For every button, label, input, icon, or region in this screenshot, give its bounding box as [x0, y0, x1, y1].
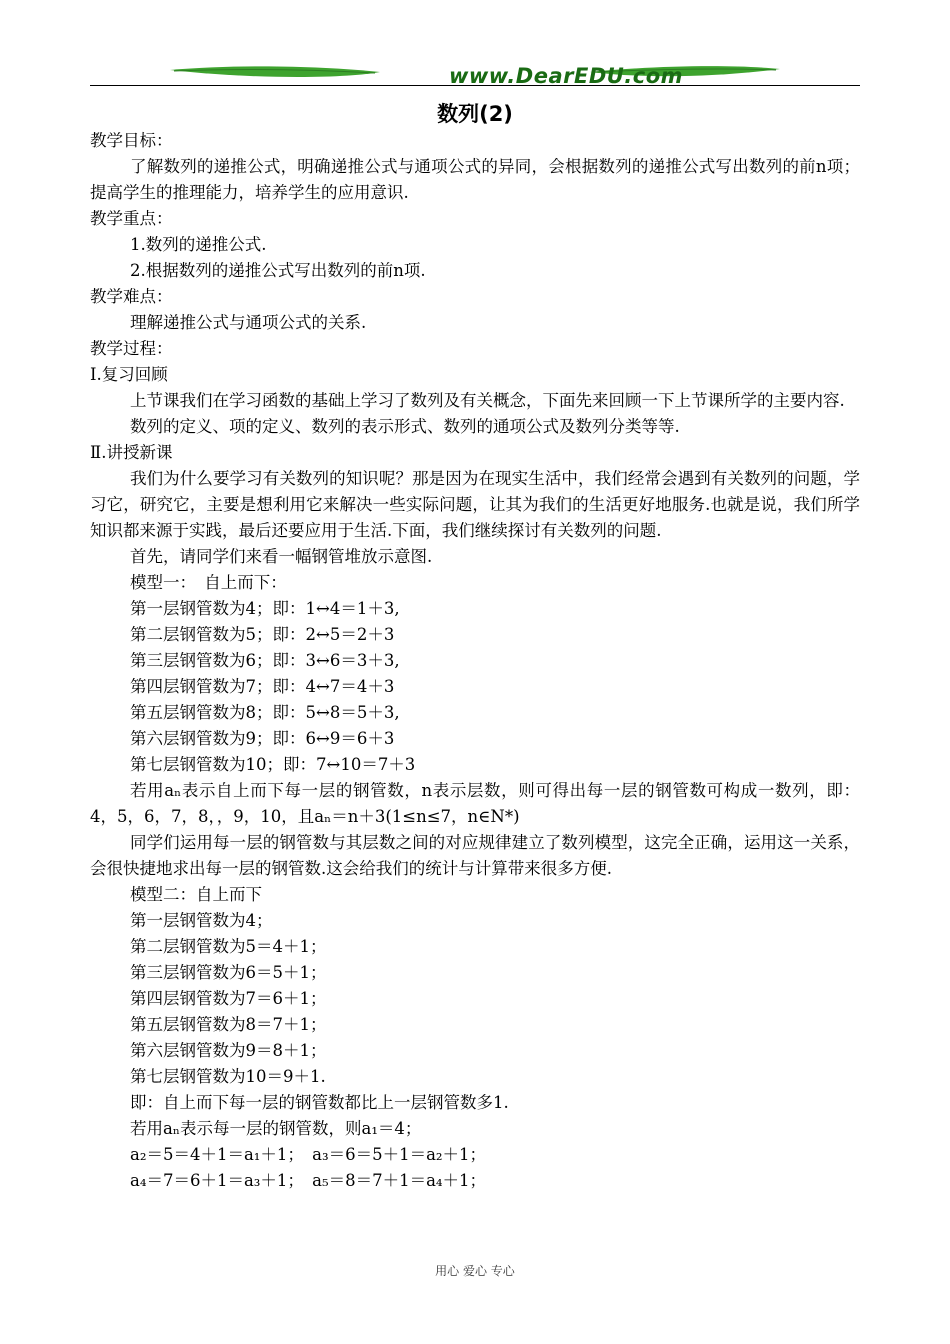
review-summary: 数列的定义、项的定义、数列的表示形式、数列的通项公式及数列分类等等.: [130, 417, 680, 436]
heading-objectives: 教学目标：: [90, 131, 173, 150]
heading-key-points: 教学重点：: [90, 209, 173, 228]
model-two-heading: 模型二：自上而下: [130, 885, 262, 904]
new-lesson-paragraph: 我们为什么要学习有关数列的知识呢？那是因为在现实生活中，我们经常会遇到有关数列的问题，学习它，研究它，主要是想利用它来解决一些实际问题，让其为我们的生活更好地服务.也就是说，我们所学知识都来源于实践，最后还要应用于生活.下面，我们继续探讨有关数列的问题.: [90, 469, 860, 540]
site-logo-text: www.DearEDU.com: [448, 64, 684, 88]
model-one-line: 第二层钢管数为5；即：2↔5＝2＋3: [130, 625, 395, 644]
document-body: [90, 128, 860, 1194]
model-one-line: 第四层钢管数为7；即：4↔7＝4＋3: [130, 677, 395, 696]
model-two-line: 第三层钢管数为6＝5＋1；: [130, 963, 327, 982]
model-two-line: 第五层钢管数为8＝7＋1；: [130, 1015, 327, 1034]
model-one-heading: 模型一： 自上而下：: [130, 573, 287, 592]
model-one-line: 第五层钢管数为8；即：5↔8＝5＋3,: [130, 703, 400, 722]
model-two-line: 第一层钢管数为4；: [130, 911, 273, 930]
model-two-line: 第四层钢管数为7＝6＋1；: [130, 989, 327, 1008]
key-point-2: 2.根据数列的递推公式写出数列的前n项.: [130, 261, 426, 280]
model-one-line: 第六层钢管数为9；即：6↔9＝6＋3: [130, 729, 395, 748]
model-two-line: 第二层钢管数为5＝4＋1；: [130, 937, 327, 956]
model-one-line: 第三层钢管数为6；即：3↔6＝3＋3,: [130, 651, 400, 670]
model-two-line: 第六层钢管数为9＝8＋1；: [130, 1041, 327, 1060]
heading-process: 教学过程：: [90, 339, 173, 358]
recursion-intro: 若用aₙ表示每一层的钢管数，则a₁＝4；: [130, 1119, 422, 1138]
heading-review: Ⅰ.复习回顾: [90, 365, 168, 384]
model-one-line: 第一层钢管数为4；即：1↔4＝1＋3,: [130, 599, 400, 618]
model-two-line: 第七层钢管数为10＝9＋1.: [130, 1067, 326, 1086]
objectives-text: 了解数列的递推公式，明确递推公式与通项公式的异同，会根据数列的递推公式写出数列的前n项；提高学生的推理能力，培养学生的应用意识.: [90, 157, 860, 202]
header-divider: [90, 85, 860, 86]
page-footer: 用心 爱心 专心: [435, 1264, 515, 1278]
heading-new-lesson: Ⅱ.讲授新课: [90, 443, 173, 462]
model-one-line: 第七层钢管数为10；即：7↔10＝7＋3: [130, 755, 416, 774]
difficulty-text: 理解递推公式与通项公式的关系.: [130, 313, 367, 332]
heading-difficulties: 教学难点：: [90, 287, 173, 306]
key-point-1: 1.数列的递推公式.: [130, 235, 267, 254]
model-one-formula-paragraph: 若用aₙ表示自上而下每一层的钢管数，n表示层数，则可得出每一层的钢管数可构成一数列，即：4，5，6，7，8，，9，10，且aₙ＝n＋3(1≤n≤7，n∈N*): [90, 781, 860, 826]
intro-line: 首先，请同学们来看一幅钢管堆放示意图.: [130, 547, 433, 566]
model-two-summary: 即：自上而下每一层的钢管数都比上一层钢管数多1.: [130, 1093, 509, 1112]
model-one-conclusion: 同学们运用每一层的钢管数与其层数之间的对应规律建立了数列模型，这完全正确，运用这一关系，会很快捷地求出每一层的钢管数.这会给我们的统计与计算带来很多方便.: [90, 833, 860, 878]
review-paragraph: 上节课我们在学习函数的基础上学习了数列及有关概念，下面先来回顾一下上节课所学的主要内容.: [130, 391, 845, 410]
recursion-line: a₄＝7＝6＋1＝a₃＋1； a₅＝8＝7＋1＝a₄＋1；: [130, 1171, 487, 1190]
recursion-line: a₂＝5＝4＋1＝a₁＋1； a₃＝6＝5＋1＝a₂＋1；: [130, 1145, 487, 1164]
site-header: [90, 58, 860, 92]
page-title: 数列(2): [437, 102, 513, 126]
